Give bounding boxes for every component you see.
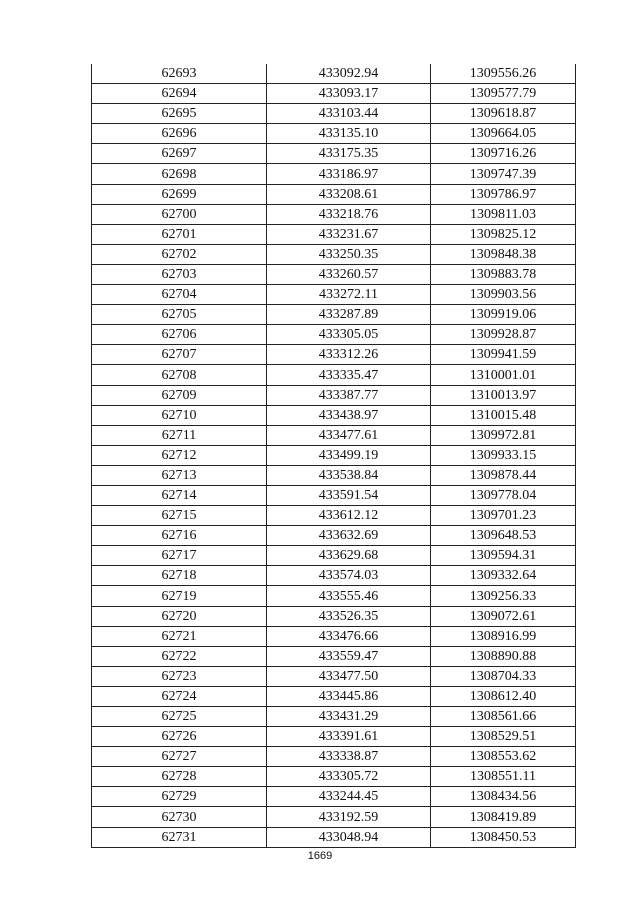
x-coordinate-cell: 433186.97: [267, 164, 431, 184]
y-coordinate-cell: 1309256.33: [431, 586, 576, 606]
y-coordinate-cell: 1309883.78: [431, 264, 576, 284]
point-id-cell: 62696: [92, 124, 267, 144]
y-coordinate-cell: 1309933.15: [431, 445, 576, 465]
table-row: [92, 405, 576, 425]
table-row: [92, 84, 576, 104]
point-id-cell: 62708: [92, 365, 267, 385]
x-coordinate-cell: 433438.97: [267, 405, 431, 425]
x-coordinate-cell: 433559.47: [267, 646, 431, 666]
table-row: [92, 747, 576, 767]
x-coordinate-cell: 433135.10: [267, 124, 431, 144]
point-id-cell: 62724: [92, 686, 267, 706]
point-id-cell: 62718: [92, 566, 267, 586]
point-id-cell: 62714: [92, 485, 267, 505]
point-id-cell: 62712: [92, 445, 267, 465]
table-row: [92, 546, 576, 566]
y-coordinate-cell: 1309972.81: [431, 425, 576, 445]
table-row: [92, 124, 576, 144]
table-row: [92, 566, 576, 586]
y-coordinate-cell: 1309556.26: [431, 64, 576, 84]
x-coordinate-cell: 433526.35: [267, 606, 431, 626]
y-coordinate-cell: 1309878.44: [431, 465, 576, 485]
x-coordinate-cell: 433312.26: [267, 345, 431, 365]
point-id-cell: 62694: [92, 84, 267, 104]
x-coordinate-cell: 433591.54: [267, 485, 431, 505]
y-coordinate-cell: 1309825.12: [431, 224, 576, 244]
y-coordinate-cell: 1308561.66: [431, 707, 576, 727]
y-coordinate-cell: 1308916.99: [431, 626, 576, 646]
x-coordinate-cell: 433305.05: [267, 325, 431, 345]
table-row: [92, 305, 576, 325]
x-coordinate-cell: 433338.87: [267, 747, 431, 767]
x-coordinate-cell: 433629.68: [267, 546, 431, 566]
y-coordinate-cell: 1308551.11: [431, 767, 576, 787]
point-id-cell: 62728: [92, 767, 267, 787]
table-row: [92, 325, 576, 345]
point-id-cell: 62705: [92, 305, 267, 325]
coordinates-table-body: [92, 64, 576, 847]
table-row: [92, 204, 576, 224]
point-id-cell: 62710: [92, 405, 267, 425]
table-row: [92, 485, 576, 505]
y-coordinate-cell: 1310001.01: [431, 365, 576, 385]
x-coordinate-cell: 433093.17: [267, 84, 431, 104]
coordinates-table: [91, 64, 576, 848]
table-row: [92, 465, 576, 485]
point-id-cell: 62719: [92, 586, 267, 606]
point-id-cell: 62715: [92, 506, 267, 526]
point-id-cell: 62729: [92, 787, 267, 807]
y-coordinate-cell: 1310013.97: [431, 385, 576, 405]
x-coordinate-cell: 433272.11: [267, 285, 431, 305]
x-coordinate-cell: 433244.45: [267, 787, 431, 807]
x-coordinate-cell: 433192.59: [267, 807, 431, 827]
point-id-cell: 62699: [92, 184, 267, 204]
x-coordinate-cell: 433208.61: [267, 184, 431, 204]
y-coordinate-cell: 1308612.40: [431, 686, 576, 706]
point-id-cell: 62704: [92, 285, 267, 305]
y-coordinate-cell: 1309928.87: [431, 325, 576, 345]
point-id-cell: 62698: [92, 164, 267, 184]
x-coordinate-cell: 433445.86: [267, 686, 431, 706]
y-coordinate-cell: 1309941.59: [431, 345, 576, 365]
point-id-cell: 62713: [92, 465, 267, 485]
table-row: [92, 264, 576, 284]
y-coordinate-cell: 1309648.53: [431, 526, 576, 546]
point-id-cell: 62730: [92, 807, 267, 827]
point-id-cell: 62717: [92, 546, 267, 566]
point-id-cell: 62723: [92, 666, 267, 686]
table-row: [92, 445, 576, 465]
table-row: [92, 144, 576, 164]
table-row: [92, 787, 576, 807]
x-coordinate-cell: 433103.44: [267, 104, 431, 124]
x-coordinate-cell: 433092.94: [267, 64, 431, 84]
x-coordinate-cell: 433632.69: [267, 526, 431, 546]
x-coordinate-cell: 433305.72: [267, 767, 431, 787]
y-coordinate-cell: 1309716.26: [431, 144, 576, 164]
x-coordinate-cell: 433574.03: [267, 566, 431, 586]
page-number: 1669: [307, 850, 333, 862]
x-coordinate-cell: 433612.12: [267, 506, 431, 526]
y-coordinate-cell: 1309747.39: [431, 164, 576, 184]
y-coordinate-cell: 1309577.79: [431, 84, 576, 104]
x-coordinate-cell: 433476.66: [267, 626, 431, 646]
point-id-cell: 62706: [92, 325, 267, 345]
table-row: [92, 707, 576, 727]
y-coordinate-cell: 1308553.62: [431, 747, 576, 767]
point-id-cell: 62721: [92, 626, 267, 646]
table-row: [92, 626, 576, 646]
y-coordinate-cell: 1309919.06: [431, 305, 576, 325]
x-coordinate-cell: 433538.84: [267, 465, 431, 485]
y-coordinate-cell: 1309072.61: [431, 606, 576, 626]
point-id-cell: 62716: [92, 526, 267, 546]
point-id-cell: 62695: [92, 104, 267, 124]
table-row: [92, 64, 576, 84]
table-row: [92, 244, 576, 264]
table-row: [92, 827, 576, 847]
point-id-cell: 62731: [92, 827, 267, 847]
x-coordinate-cell: 433477.61: [267, 425, 431, 445]
point-id-cell: 62726: [92, 727, 267, 747]
table-row: [92, 646, 576, 666]
y-coordinate-cell: 1309811.03: [431, 204, 576, 224]
table-row: [92, 164, 576, 184]
point-id-cell: 62711: [92, 425, 267, 445]
table-row: [92, 767, 576, 787]
point-id-cell: 62722: [92, 646, 267, 666]
point-id-cell: 62701: [92, 224, 267, 244]
point-id-cell: 62725: [92, 707, 267, 727]
point-id-cell: 62709: [92, 385, 267, 405]
table-row: [92, 184, 576, 204]
x-coordinate-cell: 433387.77: [267, 385, 431, 405]
y-coordinate-cell: 1308704.33: [431, 666, 576, 686]
y-coordinate-cell: 1309778.04: [431, 485, 576, 505]
table-row: [92, 606, 576, 626]
table-row: [92, 727, 576, 747]
point-id-cell: 62693: [92, 64, 267, 84]
x-coordinate-cell: 433231.67: [267, 224, 431, 244]
table-row: [92, 224, 576, 244]
point-id-cell: 62703: [92, 264, 267, 284]
y-coordinate-cell: 1309903.56: [431, 285, 576, 305]
table-row: [92, 345, 576, 365]
y-coordinate-cell: 1309594.31: [431, 546, 576, 566]
x-coordinate-cell: 433555.46: [267, 586, 431, 606]
y-coordinate-cell: 1309332.64: [431, 566, 576, 586]
x-coordinate-cell: 433391.61: [267, 727, 431, 747]
y-coordinate-cell: 1308529.51: [431, 727, 576, 747]
y-coordinate-cell: 1308450.53: [431, 827, 576, 847]
y-coordinate-cell: 1308890.88: [431, 646, 576, 666]
x-coordinate-cell: 433175.35: [267, 144, 431, 164]
point-id-cell: 62727: [92, 747, 267, 767]
table-row: [92, 586, 576, 606]
x-coordinate-cell: 433218.76: [267, 204, 431, 224]
table-row: [92, 686, 576, 706]
point-id-cell: 62702: [92, 244, 267, 264]
x-coordinate-cell: 433431.29: [267, 707, 431, 727]
y-coordinate-cell: 1309618.87: [431, 104, 576, 124]
y-coordinate-cell: 1310015.48: [431, 405, 576, 425]
x-coordinate-cell: 433287.89: [267, 305, 431, 325]
x-coordinate-cell: 433250.35: [267, 244, 431, 264]
point-id-cell: 62707: [92, 345, 267, 365]
y-coordinate-cell: 1309664.05: [431, 124, 576, 144]
x-coordinate-cell: 433260.57: [267, 264, 431, 284]
table-row: [92, 385, 576, 405]
y-coordinate-cell: 1309701.23: [431, 506, 576, 526]
table-row: [92, 506, 576, 526]
table-row: [92, 666, 576, 686]
y-coordinate-cell: 1309786.97: [431, 184, 576, 204]
table-row: [92, 526, 576, 546]
x-coordinate-cell: 433048.94: [267, 827, 431, 847]
y-coordinate-cell: 1309848.38: [431, 244, 576, 264]
point-id-cell: 62697: [92, 144, 267, 164]
x-coordinate-cell: 433335.47: [267, 365, 431, 385]
x-coordinate-cell: 433499.19: [267, 445, 431, 465]
table-row: [92, 365, 576, 385]
table-row: [92, 807, 576, 827]
y-coordinate-cell: 1308419.89: [431, 807, 576, 827]
point-id-cell: 62720: [92, 606, 267, 626]
x-coordinate-cell: 433477.50: [267, 666, 431, 686]
table-row: [92, 285, 576, 305]
table-row: [92, 425, 576, 445]
table-row: [92, 104, 576, 124]
point-id-cell: 62700: [92, 204, 267, 224]
y-coordinate-cell: 1308434.56: [431, 787, 576, 807]
